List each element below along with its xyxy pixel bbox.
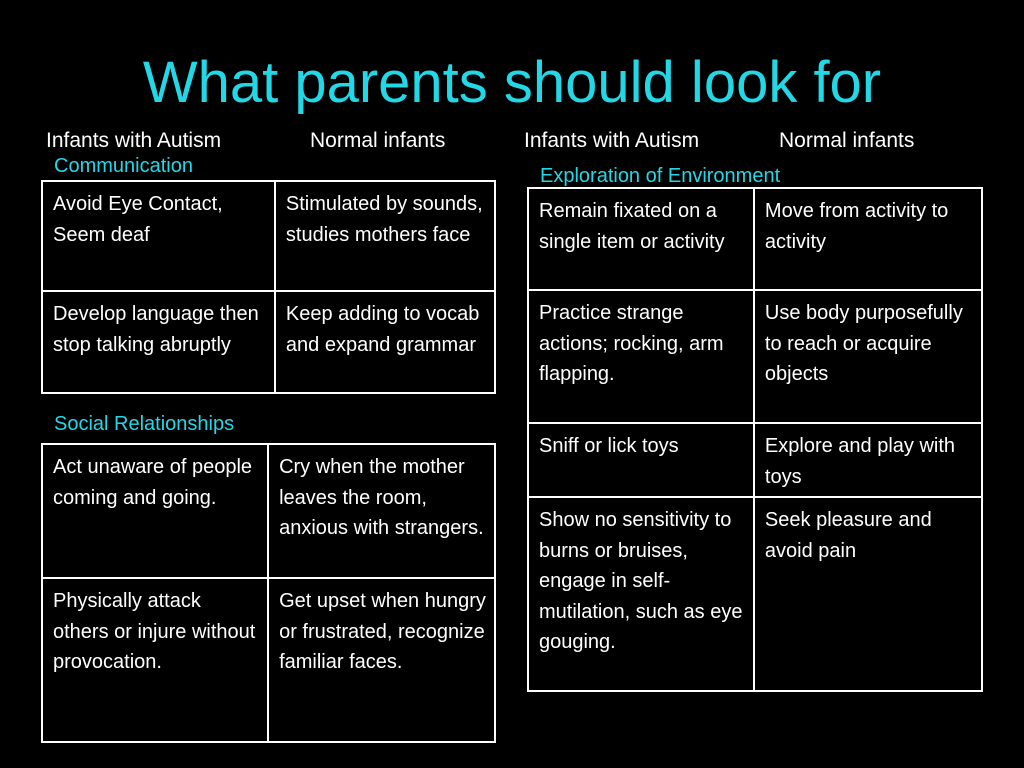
table-cell-normal: Move from activity to activity	[754, 188, 982, 290]
communication-table	[41, 180, 496, 394]
table-cell-normal: Explore and play with toys	[754, 423, 982, 497]
table-cell-autism: Show no sensitivity to burns or bruises, engage in self-mutilation, such as eye gouging.	[528, 497, 754, 691]
table-cell-normal: Keep adding to vocab and expand grammar	[275, 291, 495, 393]
social-section-label: Social Relationships	[54, 413, 235, 435]
column-header-left-normal: Normal infants	[310, 129, 446, 152]
column-header-right-autism: Infants with Autism	[524, 129, 700, 152]
table-row	[528, 290, 982, 423]
column-header-left-autism: Infants with Autism	[46, 129, 222, 152]
table-row	[528, 188, 982, 290]
table-row	[528, 497, 982, 691]
table-cell-normal: Get upset when hungry or frustrated, recognize familiar faces.	[268, 578, 495, 742]
table-row	[42, 578, 495, 742]
table-row	[42, 291, 495, 393]
table-row	[42, 444, 495, 578]
table-cell-autism: Avoid Eye Contact, Seem deaf	[42, 181, 275, 291]
table-cell-normal: Cry when the mother leaves the room, anxious with strangers.	[268, 444, 495, 578]
table-row	[42, 181, 495, 291]
table-cell-autism: Act unaware of people coming and going.	[42, 444, 268, 578]
table-cell-autism: Sniff or lick toys	[528, 423, 754, 497]
column-header-right-normal: Normal infants	[779, 129, 915, 152]
social-table	[41, 443, 496, 743]
table-cell-normal: Stimulated by sounds, studies mothers face	[275, 181, 495, 291]
communication-section-label: Communication	[54, 155, 193, 177]
table-cell-autism: Practice strange actions; rocking, arm flapping.	[528, 290, 754, 423]
table-cell-normal: Seek pleasure and avoid pain	[754, 497, 982, 691]
exploration-section-label: Exploration of Environment	[540, 165, 781, 187]
table-cell-normal: Use body purposefully to reach or acquire objects	[754, 290, 982, 423]
slide-title: What parents should look for	[142, 50, 882, 115]
exploration-table	[527, 187, 983, 692]
table-cell-autism: Remain fixated on a single item or activity	[528, 188, 754, 290]
table-row	[528, 423, 982, 497]
table-cell-autism: Develop language then stop talking abruptly	[42, 291, 275, 393]
table-cell-autism: Physically attack others or injure without provocation.	[42, 578, 268, 742]
